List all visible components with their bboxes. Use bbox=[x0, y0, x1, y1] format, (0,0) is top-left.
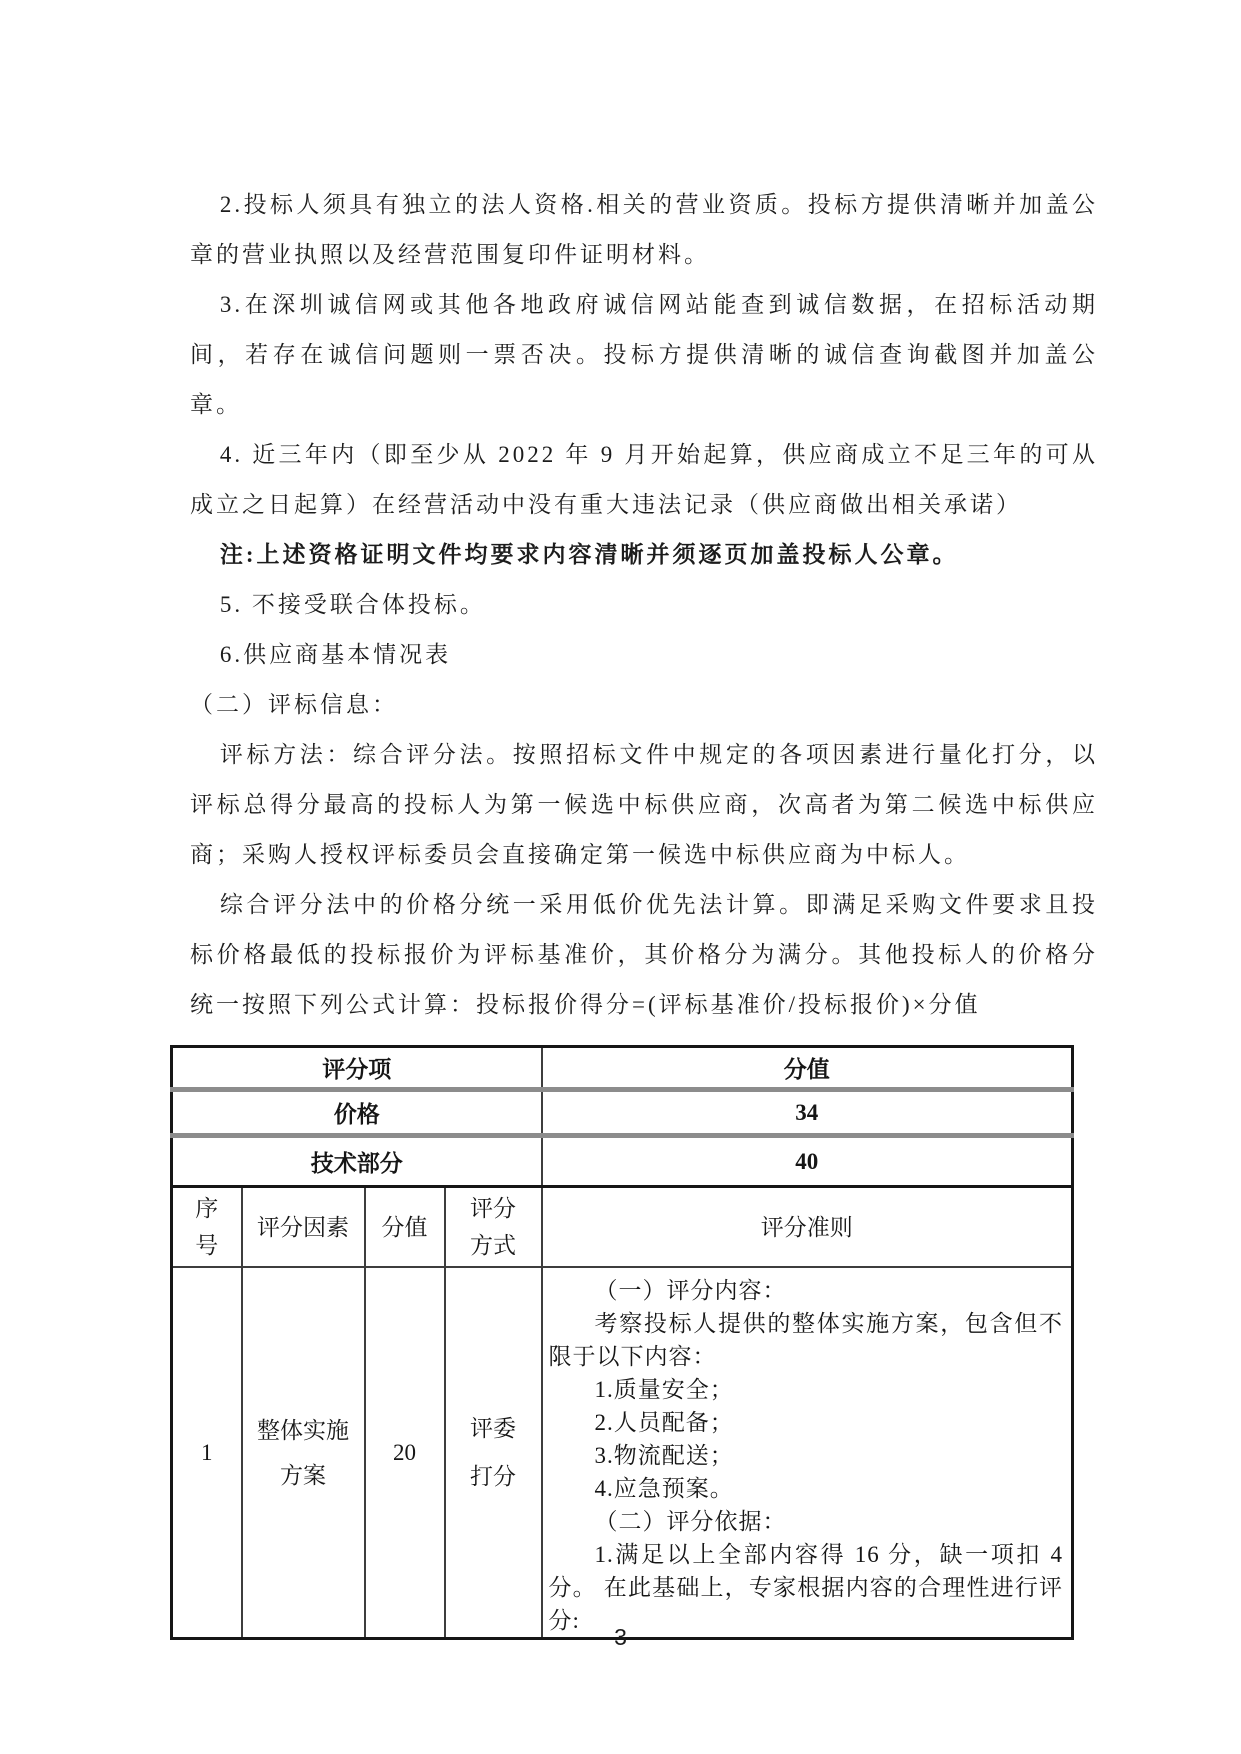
paragraph-note: 注:上述资格证明文件均要求内容清晰并须逐页加盖投标人公章。 bbox=[219, 542, 959, 567]
table-row-detail-1 bbox=[172, 1267, 1073, 1639]
summary-header-item-cell: 评分项 bbox=[172, 1047, 542, 1090]
detail-header-score-cell: 分值 bbox=[365, 1187, 445, 1268]
table-row-summary-header bbox=[172, 1047, 1073, 1090]
paragraph-item3: 3.在深圳诚信网或其他各地政府诚信网站能查到诚信数据，在招标活动期间，若存在诚信问题则一票否决。投标方提供清晰的诚信查询截图并加盖公章。 bbox=[190, 292, 1098, 417]
detail-header-method-cell bbox=[445, 1187, 542, 1268]
table-row-price bbox=[172, 1090, 1073, 1136]
score-table bbox=[170, 1045, 1074, 1640]
technical-value-cell: 40 bbox=[542, 1136, 1073, 1187]
section-heading-evaluation-info: （二）评标信息： bbox=[190, 692, 398, 717]
detail-header-factor-cell: 评分因素 bbox=[242, 1187, 365, 1268]
detail-factor-cell bbox=[242, 1267, 365, 1639]
page-number: 3 bbox=[614, 1624, 627, 1650]
detail-method-cell bbox=[445, 1267, 542, 1639]
paragraph-item5: 5. 不接受联合体投标。 bbox=[219, 592, 486, 617]
detail-header-criteria-cell: 评分准则 bbox=[542, 1187, 1073, 1268]
detail-method-label: 评委打分 bbox=[470, 1415, 516, 1489]
table-row-technical bbox=[172, 1136, 1073, 1187]
body-text bbox=[190, 180, 1098, 1030]
price-item-cell: 价格 bbox=[172, 1090, 542, 1136]
price-value-cell: 34 bbox=[542, 1090, 1073, 1136]
summary-header-value-cell: 分值 bbox=[542, 1047, 1073, 1090]
detail-no-cell: 1 bbox=[172, 1267, 242, 1639]
detail-header-method-label: 评分方式 bbox=[470, 1196, 516, 1258]
criteria-line: 1.质量安全； bbox=[594, 1377, 734, 1402]
criteria-line: 2.人员配备； bbox=[594, 1410, 734, 1435]
paragraph-item6: 6.供应商基本情况表 bbox=[219, 642, 452, 667]
paragraph-price-formula: 综合评分法中的价格分统一采用低价优先法计算。即满足采购文件要求且投标价格最低的投标报价为评标基准价，其价格分为满分。其他投标人的价格分统一按照下列公式计算：投标报价得分=(评标基准价/投标报价)×分值 bbox=[190, 892, 1098, 1017]
table-row-detail-header bbox=[172, 1187, 1073, 1268]
criteria-line: （一）评分内容： bbox=[594, 1278, 787, 1303]
criteria-line: 3.物流配送； bbox=[594, 1443, 734, 1468]
detail-header-no-label: 序号 bbox=[195, 1196, 219, 1258]
paragraph-method: 评标方法：综合评分法。按照招标文件中规定的各项因素进行量化打分，以评标总得分最高的投标人为第一候选中标供应商，次高者为第二候选中标供应商；采购人授权评标委员会直接确定第一候选中标供应商为中标人。 bbox=[190, 742, 1098, 867]
paragraph-item2: 2.投标人须具有独立的法人资格.相关的营业资质。投标方提供清晰并加盖公章的营业执照以及经营范围复印件证明材料。 bbox=[190, 192, 1098, 267]
detail-header-no-cell bbox=[172, 1187, 242, 1268]
detail-criteria-cell bbox=[542, 1267, 1073, 1639]
technical-item-cell: 技术部分 bbox=[172, 1136, 542, 1187]
criteria-line: （二）评分依据： bbox=[594, 1509, 787, 1534]
criteria-line: 考察投标人提供的整体实施方案，包含但不限于以下内容： bbox=[548, 1311, 1063, 1369]
criteria-line: 4.应急预案。 bbox=[594, 1476, 734, 1501]
criteria-line: 1.满足以上全部内容得 16 分，缺一项扣 4 分。 在此基础上，专家根据内容的合理性进行评分: bbox=[548, 1542, 1063, 1633]
detail-factor-label: 整体实施方案 bbox=[257, 1417, 349, 1488]
paragraph-item4: 4. 近三年内（即至少从 2022 年 9 月开始起算，供应商成立不足三年的可从成立之日起算）在经营活动中没有重大违法记录（供应商做出相关承诺） bbox=[190, 442, 1098, 517]
detail-score-cell: 20 bbox=[365, 1267, 445, 1639]
